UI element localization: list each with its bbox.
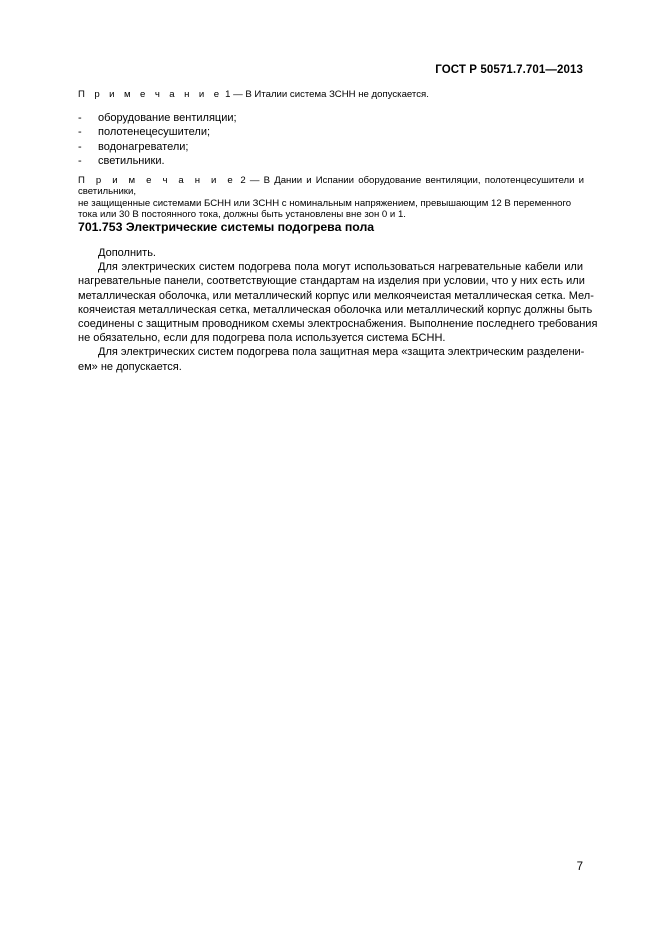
paragraph-3: [78, 345, 583, 373]
list-item-text: водонагреватели;: [98, 140, 189, 153]
note-2-line-2: не защищенные системами БСНН или ЗСНН с номинальным напряжением, превышающим 12 В переменного: [78, 197, 572, 209]
note-2-line-1: 2 — В Дании и Испании оборудование вентиляции, полотенцесушители и светильники,: [78, 175, 584, 198]
paragraph-2-line-3: металлическая оболочка, или металлический корпус или мелкоячеистая металлическая сетка. Мел-: [78, 289, 594, 302]
paragraph-3-line-1: Для электрических систем подогрева пола защитная мера «защита электрическим разделени-: [98, 346, 585, 359]
paragraph-2-line-6: не обязательно, если для подогрева пола используется система БСНН.: [78, 332, 446, 345]
list-item: [78, 111, 237, 125]
note-1-label: П р и м е ч а н и е: [78, 89, 223, 100]
note-2-label: П р и м е ч а н и е: [78, 175, 237, 186]
dash-marker: -: [78, 126, 82, 139]
note-2: [78, 175, 584, 221]
list-item: [78, 125, 237, 139]
dash-marker: -: [78, 155, 82, 168]
section-heading: 701.753 Электрические системы подогрева пола: [78, 220, 375, 234]
paragraph-1: [78, 246, 583, 260]
paragraph-1-line: Дополнить.: [98, 247, 156, 259]
list-item-text: полотенецесушители;: [98, 126, 211, 139]
page-number: 7: [576, 861, 583, 873]
paragraph-3-line-2: ем» не допускается.: [78, 360, 182, 373]
note-2-line-3: тока или 30 В постоянного тока, должны быть установлены вне зон 0 и 1.: [78, 209, 406, 221]
list-item: [78, 140, 237, 154]
note-2-line: [78, 175, 584, 198]
equipment-list: [78, 111, 237, 169]
paragraph-2-line-4: коячеистая металлическая сетка, металлическая оболочка или металлический корпус должны быть: [78, 303, 593, 316]
document-id-header: ГОСТ Р 50571.7.701—2013: [435, 64, 583, 76]
paragraph-2-line-2: нагревательные панели, соответствующие стандартам на изделия при условии, что у них есть или: [78, 275, 585, 288]
list-item: [78, 154, 237, 168]
dash-marker: -: [78, 140, 82, 153]
section-body: [78, 246, 598, 374]
paragraph-2-line-1: Для электрических систем подогрева пола могут использоваться нагревательные кабели или: [98, 261, 583, 274]
list-item-text: оборудование вентиляции;: [98, 112, 237, 124]
note-1: [78, 89, 584, 100]
note-1-text: 1 — В Италии система ЗСНН не допускается.: [225, 89, 429, 100]
dash-marker: -: [78, 112, 82, 124]
paragraph-2: [78, 260, 598, 345]
list-item-text: светильники.: [98, 155, 165, 168]
paragraph-2-line-5: соединены с защитным проводником схемы электроснабжения. Выполнение последнего требования: [78, 318, 598, 331]
